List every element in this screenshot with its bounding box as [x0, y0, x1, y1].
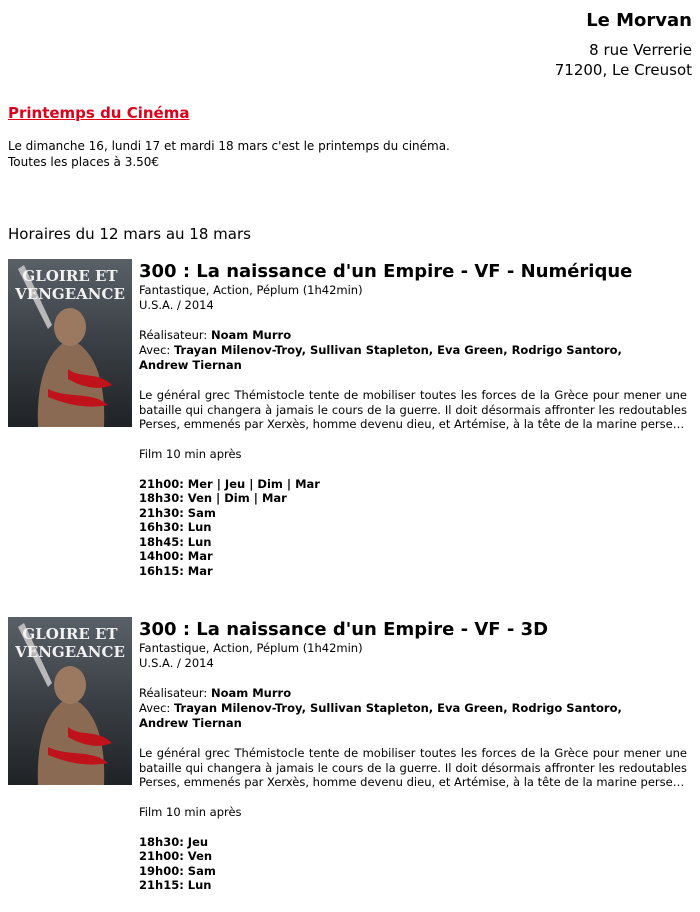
- event-description: [8, 138, 450, 170]
- poster-title-line-1: GLOIRE ET: [22, 625, 118, 643]
- movie-genres: Fantastique, Action, Péplum (1h42min): [139, 641, 363, 655]
- movie-origin: U.S.A. / 2014: [139, 298, 214, 312]
- director-name: Noam Murro: [210, 328, 292, 342]
- showtimes-list: [139, 477, 687, 579]
- poster-title-line-2: VENGEANCE: [15, 643, 125, 661]
- movie-title: 300 : La naissance d'un Empire - VF - 3D: [139, 619, 549, 640]
- movie-cast: [139, 701, 687, 731]
- showtimes-list: [139, 835, 687, 893]
- cinema-address: [555, 40, 692, 80]
- film-after-note: Film 10 min après: [139, 446, 242, 461]
- movie-synopsis: Le général grec Thémistocle tente de mobiliser toutes les forces de la Grèce pour mener une bataille qui changera à jamais le cours de la guerre. Il doit désormais affronter les redoutables Perses, emmenés par Xerxès, homme devenu dieu, et Artémise, à la tête de la marine perse…: [139, 746, 687, 789]
- event-line-2: Toutes les places à 3.50€: [8, 155, 160, 169]
- poster-title-line-1: GLOIRE ET: [22, 267, 118, 285]
- cinema-name: Le Morvan: [586, 10, 692, 31]
- showtime: 19h00: Sam: [139, 863, 216, 878]
- event-title-link[interactable]: Printemps du Cinéma: [8, 104, 190, 122]
- showtime: 21h30: Sam: [139, 505, 216, 520]
- showtime: 16h15: Mar: [139, 563, 213, 578]
- schedule-heading: Horaires du 12 mars au 18 mars: [8, 225, 251, 243]
- director-label: Réalisateur:: [139, 328, 208, 342]
- cast-line-2: Andrew Tiernan: [139, 358, 242, 372]
- showtime: 21h00: Ven: [139, 849, 213, 863]
- film-after-note: Film 10 min après: [139, 804, 242, 819]
- showtime: 21h15: Lun: [139, 878, 212, 892]
- movie-poster: [8, 617, 132, 785]
- movie-info: [139, 617, 687, 893]
- movie-title: 300 : La naissance d'un Empire - VF - Numérique: [139, 261, 633, 282]
- director-name: Noam Murro: [210, 686, 292, 700]
- showtime: 14h00: Mar: [139, 549, 213, 563]
- movie-origin: U.S.A. / 2014: [139, 656, 214, 670]
- address-line-1: 8 rue Verrerie: [589, 41, 692, 59]
- movie-cast: [139, 343, 687, 373]
- poster-image: [8, 259, 132, 427]
- showtime: 18h45: Lun: [139, 534, 212, 549]
- cast-line-1: Trayan Milenov-Troy, Sullivan Stapleton, Eva Green, Rodrigo Santoro,: [173, 701, 622, 715]
- event-line-1: Le dimanche 16, lundi 17 et mardi 18 mars c'est le printemps du cinéma.: [8, 139, 450, 153]
- showtime: 18h30: Jeu: [139, 834, 209, 849]
- director-label: Réalisateur:: [139, 686, 208, 700]
- poster-image: [8, 617, 132, 785]
- cast-line-2: Andrew Tiernan: [139, 716, 242, 730]
- showtime: 18h30: Ven | Dim | Mar: [139, 491, 287, 505]
- movie-director: [139, 328, 687, 343]
- address-line-2: 71200, Le Creusot: [554, 61, 692, 79]
- movie-genres: Fantastique, Action, Péplum (1h42min): [139, 283, 363, 297]
- movie-info: [139, 259, 687, 578]
- cast-line-1: Trayan Milenov-Troy, Sullivan Stapleton, Eva Green, Rodrigo Santoro,: [173, 343, 622, 357]
- movie-synopsis: Le général grec Thémistocle tente de mobiliser toutes les forces de la Grèce pour mener une bataille qui changera à jamais le cours de la guerre. Il doit désormais affronter les redoutables Perses, emmenés par Xerxès, homme devenu dieu, et Artémise, à la tête de la marine perse…: [139, 388, 687, 431]
- cast-label: Avec:: [139, 343, 171, 357]
- cinema-header: [555, 8, 692, 80]
- showtime: 16h30: Lun: [139, 520, 212, 534]
- movie-director: [139, 686, 687, 701]
- showtime: 21h00: Mer | Jeu | Dim | Mar: [139, 476, 320, 491]
- cast-label: Avec:: [139, 701, 171, 715]
- poster-title-line-2: VENGEANCE: [15, 285, 125, 303]
- movie-poster: [8, 259, 132, 427]
